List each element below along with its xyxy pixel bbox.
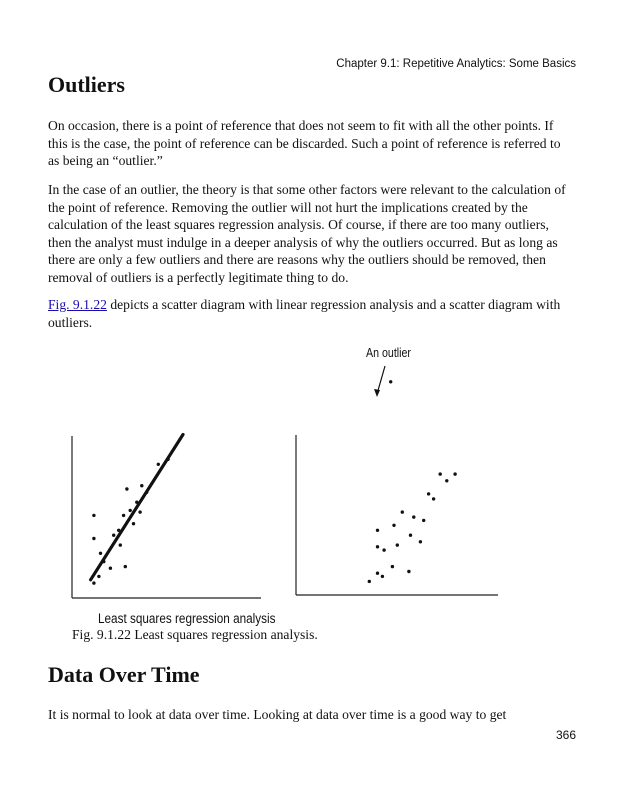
left-scatter-point — [129, 509, 132, 512]
left-scatter-point — [109, 567, 112, 570]
left-plot-label: Least squares regression analysis — [98, 610, 276, 627]
paragraph-outlier-theory: In the case of an outlier, the theory is that some other factors were relevant to the calculation of the point of reference. Removing the outlier will not hurt the implications created by the calculation of the least squares regression analysis. Of course, if there are too many outliers, then the analyst must indulge in a deeper analysis of why the outliers occurred. But as long as there are only a few outliers and there are reasons why the outliers should be removed, then removal of outliers is a perfectly legitimate thing to do. — [48, 182, 566, 285]
right-scatter-point — [368, 580, 371, 583]
right-scatter-point — [376, 529, 379, 532]
left-scatter-point — [125, 487, 128, 490]
right-scatter-point — [419, 540, 422, 543]
page-number: 366 — [555, 728, 576, 742]
right-scatter-point — [407, 570, 410, 573]
right-scatter-point — [401, 510, 404, 513]
left-scatter-point — [124, 565, 127, 568]
regression-line — [91, 435, 183, 580]
paragraph-figure-reference — [48, 296, 573, 331]
paragraph-outlier-definition: On occasion, there is a point of reference that does not seem to fit with all the other points. If this is the case, the point of reference can be discarded. Such a point of reference is referred to as being an “outlier.” — [48, 118, 561, 168]
right-scatter-point — [376, 545, 379, 548]
left-scatter-point — [119, 543, 122, 546]
right-scatter-point — [422, 519, 425, 522]
outlier-annotation-label: An outlier — [366, 344, 411, 361]
right-scatter-point — [381, 575, 384, 578]
left-scatter-point — [97, 575, 100, 578]
outlier-arrow-head — [374, 389, 380, 397]
left-scatter-point — [132, 522, 135, 525]
right-scatter-point — [392, 524, 395, 527]
left-scatter-point — [99, 552, 102, 555]
right-scatter-point — [432, 497, 435, 500]
left-scatter-point — [92, 581, 95, 584]
left-scatter-point — [157, 463, 160, 466]
right-scatter-point — [382, 548, 385, 551]
paragraph-data-over-time: It is normal to look at data over time. Looking at data over time is a good way to get — [48, 707, 507, 722]
right-scatter-point — [391, 565, 394, 568]
right-scatter-point — [376, 572, 379, 575]
running-header: Chapter 9.1: Repetitive Analytics: Some Basics — [336, 58, 576, 70]
paragraph-figure-reference-text: depicts a scatter diagram with linear regression analysis and a scatter diagram with outliers. — [48, 297, 561, 330]
right-scatter-point — [396, 543, 399, 546]
right-scatter-point — [439, 472, 442, 475]
right-scatter-point — [445, 479, 448, 482]
figure-scatter-diagrams — [48, 336, 568, 632]
right-scatter-point — [427, 492, 430, 495]
scatter-figure-svg — [48, 336, 568, 632]
section-heading-outliers: Outliers — [48, 72, 125, 97]
left-scatter-point — [122, 514, 125, 517]
section-heading-data-over-time: Data Over Time — [48, 662, 200, 687]
left-scatter-point — [138, 510, 141, 513]
right-scatter-point — [409, 534, 412, 537]
figure-link[interactable]: Fig. 9.1.22 — [48, 297, 107, 312]
right-scatter-point — [453, 472, 456, 475]
left-scatter-point — [92, 514, 95, 517]
figure-caption: Fig. 9.1.22 Least squares regression analysis. — [72, 627, 318, 642]
left-scatter-point — [140, 484, 143, 487]
right-scatter-point — [412, 515, 415, 518]
right-scatter-point — [389, 380, 392, 383]
left-scatter-point — [92, 537, 95, 540]
left-scatter-point — [112, 534, 115, 537]
